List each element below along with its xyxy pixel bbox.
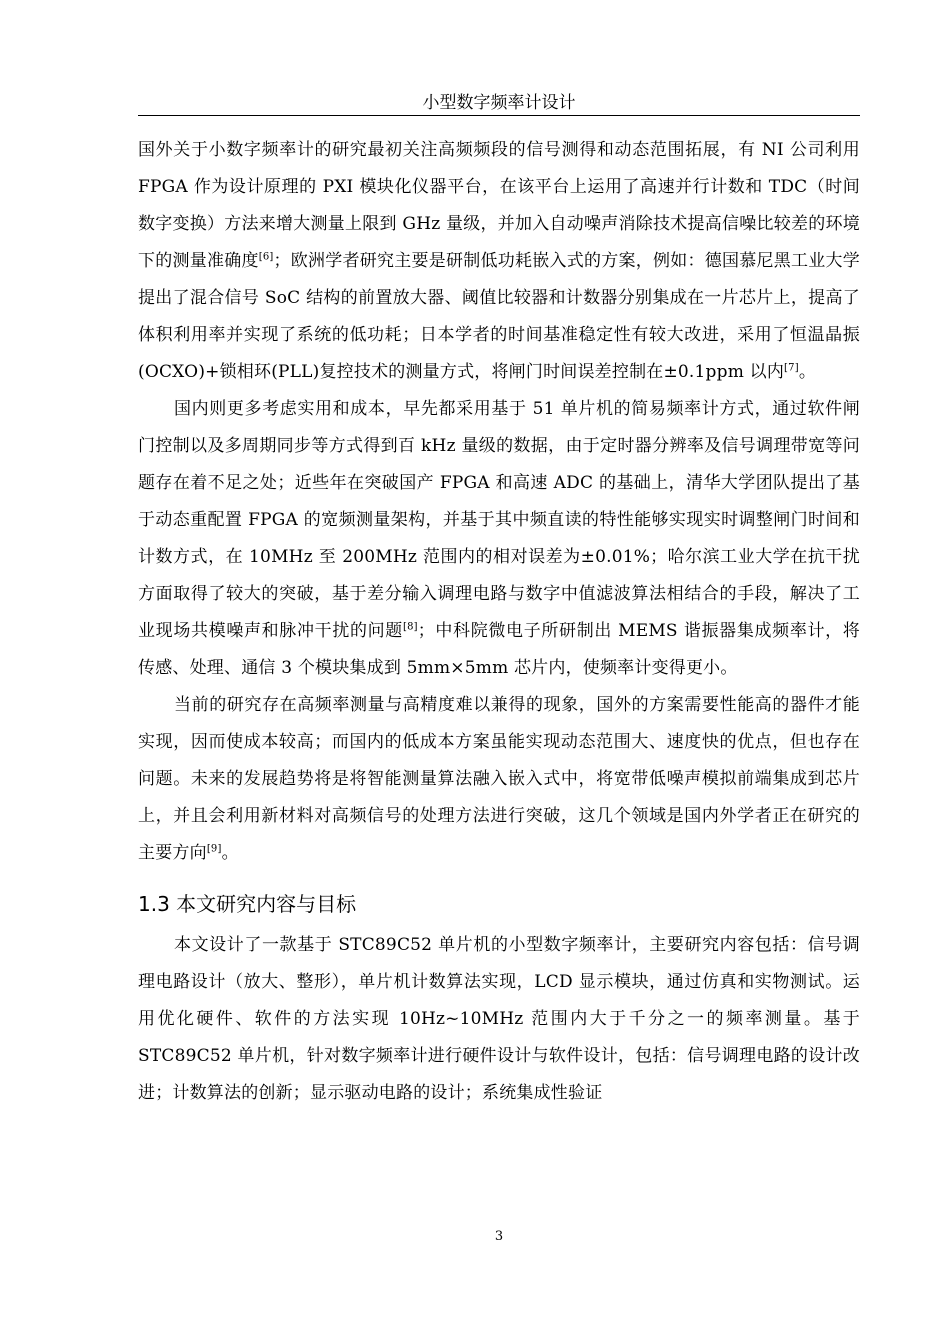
section-heading: 1.3 本文研究内容与目标 [138, 892, 357, 916]
paragraph-text: 。 [798, 362, 817, 382]
citation-ref: [6] [258, 251, 274, 263]
paragraph-text: ；欧洲学者研究主要是研制低功耗嵌入式的方案，例如：德国慕尼黑工业大学提出了混合信号 SoC 结构的前置放大器、阈值比较器和计数器分别集成在一片芯片上，提高了体积利用率并实现了系统的低功耗；日本学者的时间基准稳定性有较大改进，采用了恒温晶振(OCXO)+锁相环(PLL)复控技术的测量方式，将闸门时间误差控制在±0.1ppm 以内 [138, 251, 860, 382]
document-body [138, 132, 860, 1112]
page-header-title: 小型数字频率计设计 [422, 93, 576, 113]
paragraph-text: 当前的研究存在高频率测量与高精度难以兼得的现象，国外的方案需要性能高的器件才能实现，因而使成本较高；而国内的低成本方案虽能实现动态范围大、速度快的优点，但也存在问题。未来的发展趋势将是将智能测量算法融入嵌入式中，将宽带低噪声模拟前端集成到芯片上，并且会利用新材料对高频信号的处理方法进行突破，这几个领域是国内外学者正在研究的主要方向 [138, 695, 860, 863]
paragraph-text: ；中科院微电子所研制出 MEMS 谐振器集成频率计，将传感、处理、通信 3 个模块集成到 5mm×5mm 芯片内，使频率计变得更小。 [138, 621, 861, 678]
paragraph-domestic-research [138, 391, 860, 687]
page-number: 3 [494, 1229, 504, 1244]
paragraph-research-content [138, 927, 860, 1112]
header-divider [138, 115, 860, 116]
paragraph-text: 国内则更多考虑实用和成本，早先都采用基于 51 单片机的简易频率计方式，通过软件闸门控制以及多周期同步等方式得到百 kHz 量级的数据，由于定时器分辨率及信号调理带宽等问题存在着不足之处；近些年在突破国产 FPGA 和高速 ADC 的基础上，清华大学团队提出了基于动态重配置 FPGA 的宽频测量架构，并基于其中频直读的特性能够实现实时调整闸门时间和计数方式，在 10MHz 至 200MHz 范围内的相对误差为±0.01%；哈尔滨工业大学在抗干扰方面取得了较大的突破，基于差分输入调理电路与数字中值滤波算法相结合的手段，解决了工业现场共模噪声和脉冲干扰的问题 [138, 399, 860, 641]
paragraph-research-trends [138, 687, 860, 872]
paragraph-text: 。 [221, 843, 239, 863]
paragraph-text: 国外关于小数字频率计的研究最初关注高频频段的信号测得和动态范围拓展，有 NI 公司利用 FPGA 作为设计原理的 PXI 模块化仪器平台，在该平台上运用了高速并行计数和 TDC（时间数字变换）方法来增大测量上限到 GHz 量级，并加入自动噪声消除技术提高信噪比较差的环境下的测量准确度 [138, 140, 860, 271]
citation-ref: [9] [206, 843, 222, 855]
paragraph-text: 本文设计了一款基于 STC89C52 单片机的小型数字频率计，主要研究内容包括：信号调理电路设计（放大、整形），单片机计数算法实现，LCD 显示模块，通过仿真和实物测试。运用优化硬件、软件的方法实现 10Hz~10MHz 范围内大于千分之一的频率测量。基于 STC89C52 单片机，针对数字频率计进行硬件设计与软件设计，包括：信号调理电路的设计改进；计数算法的创新；显示驱动电路的设计；系统集成性验证 [138, 935, 860, 1103]
paragraph-foreign-research [138, 132, 860, 391]
citation-ref: [7] [784, 362, 799, 374]
citation-ref: [8] [402, 621, 418, 633]
